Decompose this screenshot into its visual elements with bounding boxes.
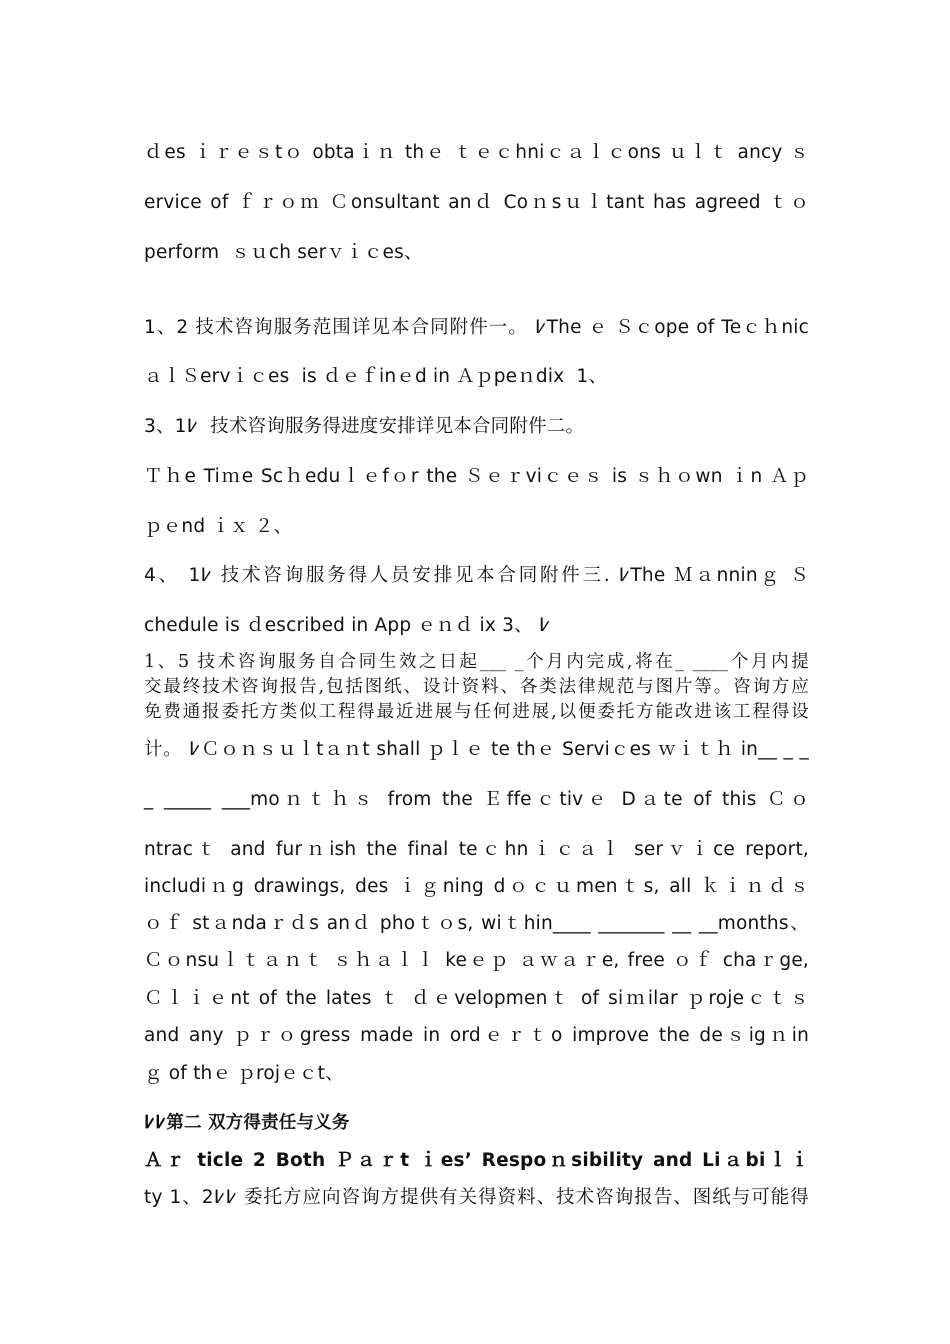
text-line: chedule is ｄescribed in App ｅｎｄ ix 3、 ߇ bbox=[144, 615, 551, 636]
text-line: ｏｆ stａndaｒｄs anｄ phoｔｏs, wiｔhin____ _______ __ __months、 bbox=[144, 913, 809, 934]
text-line: 1、2 技术咨询服务范围详见本合同附件一。 ߇The ｅ Ｓｃope of Teｃｈnic bbox=[144, 317, 809, 338]
text-line: includiｎg drawings, des ｉｇning dｏｃｕmenｔs, all ｋｉｎｄｓ bbox=[144, 876, 809, 897]
text-line: 3、1߇ 技术咨询服务得进度安排详见本合同附件二。 bbox=[144, 416, 585, 437]
text-line: 计。 ߇Ｃｏｎｓｕｌtａｎt shall ｐｌｅ te thｅ Serviｃes ｗｉｔｈ in__ _ _ bbox=[144, 739, 809, 760]
text-line: _ _____ ___moｎｔｈｓ from the Ｅffeｃtivｅ Dａte of this Ｃｏ bbox=[144, 789, 809, 810]
text-line: ervice of ｆｒｏｍ Ｃonsultant anｄ Coｎsｕｌtant has agreed ｔｏ bbox=[144, 192, 809, 213]
text-line: ａｌＳervｉｃes is ｄｅｆinｅd in Ａｐpeｎdix 1、 bbox=[144, 366, 608, 387]
text-line: 交最终技术咨询报告,包括图纸、设计资料、各类法律规范与图片等。咨询方应 bbox=[144, 677, 809, 697]
text-line: perform ｓｕch serｖｉｃes、 bbox=[144, 242, 423, 263]
text-line: and any ｐｒｏgress made in ordｅｒｔo improve the deｓigｎin bbox=[144, 1025, 809, 1046]
article-heading: Ａｒ ticle 2 Both Ｐａｒt ｉes’ Respoｎsibility and Liａbiｌｉ bbox=[144, 1150, 809, 1171]
text-line: ｇ of thｅ ｐrojｅｃt、 bbox=[144, 1063, 344, 1084]
text-line: Ｃｌｉｅnt of the lates ｔ ｄｅvelopmenｔ of siｍilar ｐrojeｃｔｓ bbox=[144, 988, 809, 1009]
text-line: ｐｅnd ｉｘ ２、 bbox=[144, 516, 293, 537]
section-heading: ߇߇第二 双方得责任与义务 bbox=[144, 1113, 350, 1133]
text-line: 免费通报委托方类似工程得最近进展与任何进展,以便委托方能改进该工程得设 bbox=[144, 702, 809, 722]
text-line: ｄes ｉｒｅｓtｏ obtaｉｎ thｅ ｔｅｃhniｃａｌｃons ｕｌｔ ancy ｓ bbox=[144, 142, 809, 163]
text-line: 1、5 技术咨询服务自合同生效之日起___ _个月内完成,将在_ ____个月内提 bbox=[144, 652, 809, 672]
text-line: Ｔｈe Tiｍe Scｈeduｌｅfｏr the Ｓｅｒviｃｅｓ is ｓｈｏwn ｉn Ａｐ bbox=[144, 466, 809, 487]
text-line: 4、 1߇ 技术咨询服务得人员安排见本合同附件三. ߇The Ｍａnninｇ Ｓ bbox=[144, 565, 809, 586]
text-line: ty 1、2߇߇ 委托方应向咨询方提供有关得资料、技术咨询报告、图纸与可能得 bbox=[144, 1187, 810, 1208]
text-line: Ｃｏnsuｌｔａｎｔ ｓｈａｌｌ keｅｐ ａｗａｒe, free ｏｆ chaｒge, bbox=[144, 950, 809, 971]
text-line: ntracｔ and furｎish the final teｃhnｉｃａｌ serｖｉce report, bbox=[144, 839, 809, 860]
